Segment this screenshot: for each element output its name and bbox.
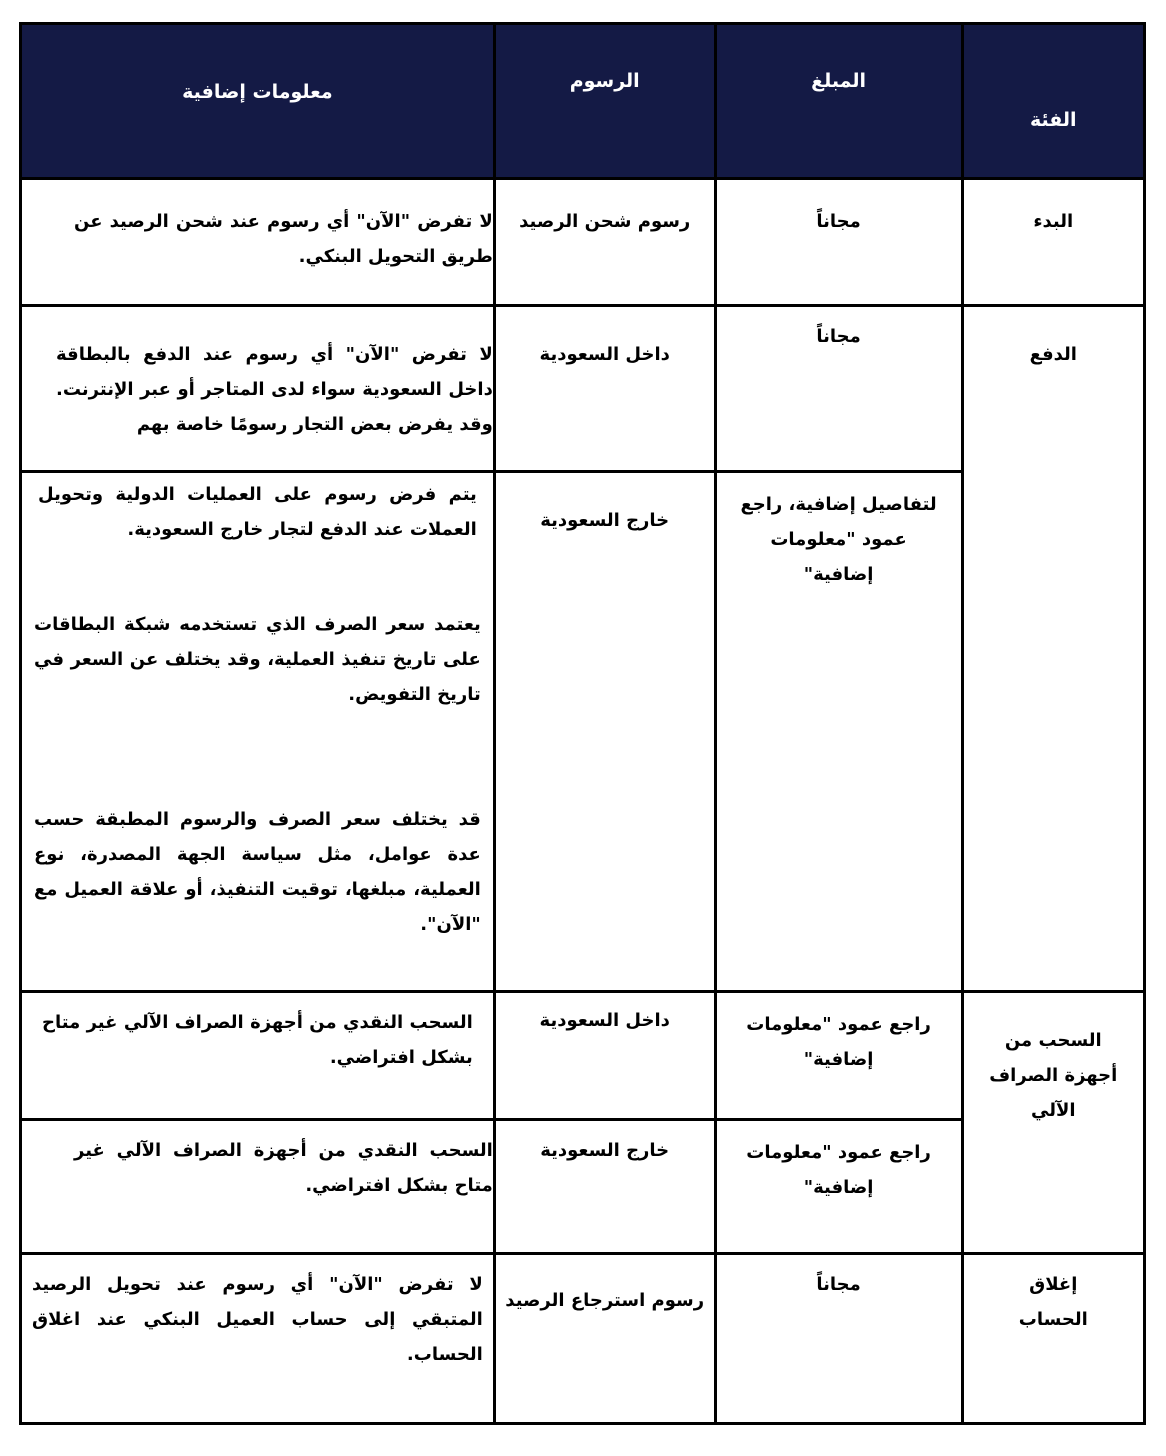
fee-type: داخل السعودية [539, 1010, 670, 1031]
cell-info [21, 472, 495, 992]
info-text: لا تفرض "الآن" أي رسوم عند الدفع بالبطاقة داخل السعودية سواء لدى المتاجر أو عبر الإنترنت. وقد يفرض بعض التجار رسومًا خاصة بهم [56, 344, 493, 435]
cell-info [21, 992, 495, 1120]
fee-type: رسوم شحن الرصيد [519, 211, 691, 232]
amount-value: مجاناً [816, 326, 861, 347]
table-header-row [21, 24, 1145, 179]
cell-info [21, 1120, 495, 1254]
category-start: البدء [1033, 211, 1074, 232]
amount-value: لتفاصيل إضافية، راجع عمود "معلومات إضافية" [740, 494, 937, 585]
table-row [21, 179, 1145, 306]
table-row [21, 1254, 1145, 1424]
info-text-3: قد يختلف سعر الصرف والرسوم المطبقة حسب عدة عوامل، مثل سياسة الجهة المصدرة، نوع العملية، مبلغها، توقيت التنفيذ، أو علاقة العميل مع "الآن". [34, 809, 481, 935]
cell-category [962, 992, 1144, 1254]
cell-category [962, 179, 1144, 306]
header-category [962, 24, 1144, 179]
category-close: إغلاق الحساب [1018, 1274, 1088, 1330]
cell-category [962, 1254, 1144, 1424]
info-text: لا تفرض "الآن" أي رسوم عند تحويل الرصيد المتبقي إلى حساب العميل البنكي عند اغلاق الحساب. [32, 1274, 483, 1365]
cell-fee [494, 1120, 715, 1254]
cell-info [21, 306, 495, 472]
fee-type: خارج السعودية [540, 1140, 670, 1161]
header-fees [494, 24, 715, 179]
cell-category [962, 306, 1144, 992]
amount-value: راجع عمود "معلومات إضافية" [746, 1014, 931, 1070]
amount-value: راجع عمود "معلومات إضافية" [746, 1142, 931, 1198]
cell-fee [494, 179, 715, 306]
cell-amount [715, 1120, 962, 1254]
info-text-2: يعتمد سعر الصرف الذي تستخدمه شبكة البطاقات على تاريخ تنفيذ العملية، وقد يختلف عن السعر في تاريخ التفويض. [34, 614, 481, 705]
table-row [21, 992, 1145, 1120]
header-info [21, 24, 495, 179]
category-pay: الدفع [1029, 344, 1077, 365]
cell-fee [494, 992, 715, 1120]
cell-info [21, 1254, 495, 1424]
cell-amount [715, 472, 962, 992]
fee-type: خارج السعودية [540, 510, 670, 531]
cell-fee [494, 472, 715, 992]
category-atm: السحب من أجهزة الصراف الآلي [989, 1030, 1118, 1121]
cell-amount [715, 179, 962, 306]
info-text: السحب النقدي من أجهزة الصراف الآلي غير متاح بشكل افتراضي. [42, 1012, 473, 1068]
info-text-1: يتم فرض رسوم على العمليات الدولية وتحويل العملات عند الدفع لتجار خارج السعودية. [38, 484, 477, 540]
table-row [21, 306, 1145, 472]
cell-amount [715, 992, 962, 1120]
header-info-label: معلومات إضافية [182, 81, 333, 103]
info-text: السحب النقدي من أجهزة الصراف الآلي غير متاح بشكل افتراضي. [74, 1140, 493, 1196]
header-fees-label: الرسوم [569, 70, 640, 92]
cell-fee [494, 1254, 715, 1424]
fee-type: رسوم استرجاع الرصيد [505, 1290, 705, 1311]
fees-table [19, 22, 1146, 1425]
amount-value: مجاناً [816, 1274, 861, 1295]
header-category-label: الفئة [1029, 109, 1077, 131]
fee-type: داخل السعودية [539, 344, 670, 365]
header-amount [715, 24, 962, 179]
info-text: لا تفرض "الآن" أي رسوم عند شحن الرصيد عن طريق التحويل البنكي. [74, 211, 493, 267]
header-amount-label: المبلغ [811, 70, 866, 92]
cell-amount [715, 1254, 962, 1424]
cell-info [21, 179, 495, 306]
cell-amount [715, 306, 962, 472]
amount-value: مجاناً [816, 211, 861, 232]
fees-table-container [19, 22, 1146, 1425]
cell-fee [494, 306, 715, 472]
